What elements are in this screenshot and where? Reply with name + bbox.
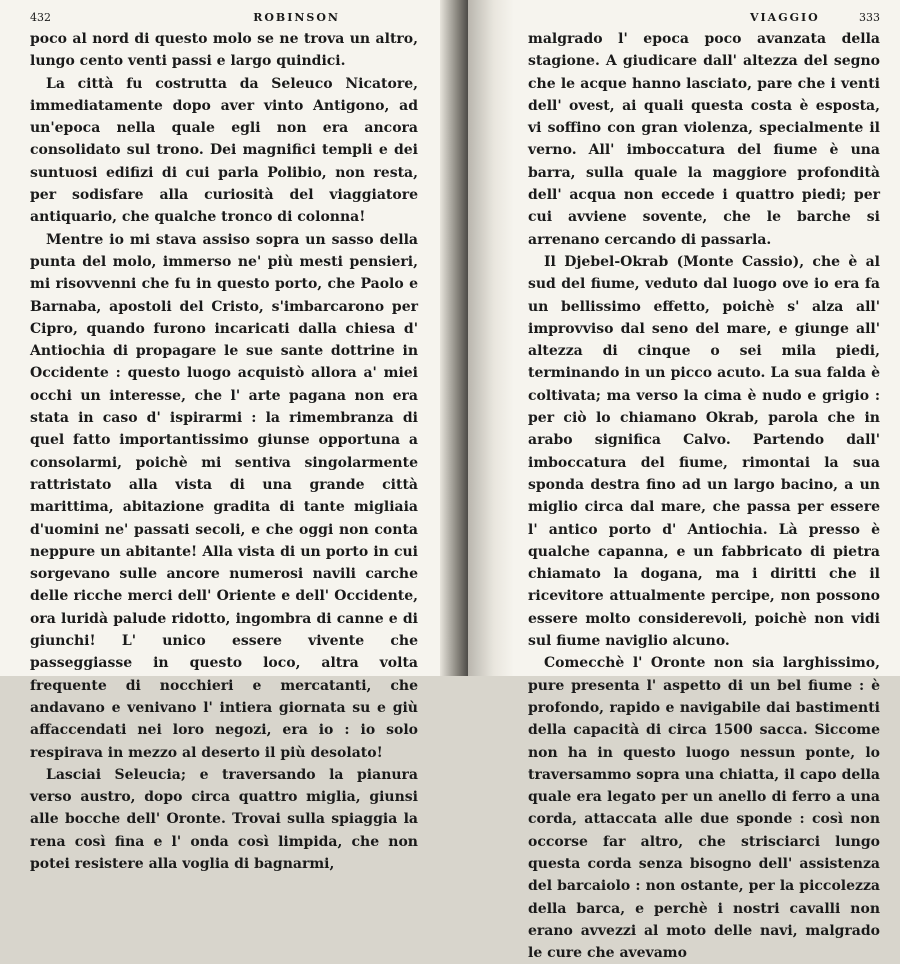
paragraph: malgrado l' epoca poco avanzata della stagione. A giudicare dall' altezza del segno che le acque hanno lasciato, pare che i venti dell' ovest, ai quali questa costa è esposta, vi soffino con gran violenza, specialmente il verno. All' imboccatura del fiume è una barra, sulla quale la maggiore profondità dell' acqua non eccede i quattro piedi; per cui avviene sovente, che le barche si arrenano cercando di passarla. — [528, 31, 880, 248]
right-running-title: VIAGGIO — [750, 10, 820, 24]
right-page-number: 333 — [859, 10, 880, 24]
paragraph: Lasciai Seleucia; e traversando la pianura verso austro, dopo circa quattro miglia, giunsi alle bocche dell' Oronte. Trovai sulla spiaggia la rena così fina e l' onda così limpida, che non potei resistere alla voglia di bagnarmi, — [30, 766, 418, 872]
paragraph: Il Djebel-Okrab (Monte Cassio), che è al sud del fiume, veduto dal luogo ove io era fa un bellissimo effetto, poichè s' alza all' improvviso dal seno del mare, e giunge all' altezza di cinque o sei mila piedi, terminando in un picco acuto. La sua falda è coltivata; ma verso la cima è nudo e grigio : per ciò lo chiamano Okrab, parola che in arabo significa Calvo. Partendo dall' imboccatura del fiume, rimontai la sua sponda destra fino ad un largo bacino, a un miglio circa dal mare, che passa per essere l' antico porto d' Antiochia. Là presso è qualche capanna, e un fabbricato di pietra chiamato la dogana, ma i diritti che il ricevitore attualmente percipe, non possono essere molto considerevoli, poichè non vidi sul fiume naviglio alcuno. — [528, 253, 880, 650]
right-running-header — [528, 8, 880, 26]
paragraph: Comecchè l' Oronte non sia larghissimo, pure presenta l' aspetto di un bel fiume : è profondo, rapido e navigabile dai bastimenti della capacità di circa 1500 sacca. Siccome non ha in questo luogo nessun ponte, lo traversammo sopra una chiatta, il capo della quale era legato per un anello di ferro a una corda, attaccata alle due sponde : così non occorse far altro, che strisciarci lungo questa corda senza bisogno dell' assistenza del barcaiolo : non ostante, per la piccolezza della barca, e perchè i nostri cavalli non erano avvezzi al moto delle navi, malgrado le cure che avevamo — [528, 655, 880, 962]
left-page — [0, 0, 440, 872]
paragraph: La città fu costrutta da Seleuco Nicatore, immediatamente dopo aver vinto Antigono, ad un'epoca nella quale egli non era ancora consolidato sul trono. Dei magnifici templi e dei suntuosi edifizi di cui parla Polibio, non resta, per sodisfare alla curiosità del viaggiatore antiquario, che qualche tronco di colonna! — [30, 75, 418, 226]
paragraph: poco al nord di questo molo se ne trova un altro, lungo cento venti passi e largo quindici. — [30, 31, 418, 70]
left-page-number: 432 — [30, 10, 51, 24]
right-page — [468, 0, 900, 962]
right-page-text — [528, 28, 880, 964]
left-page-text — [30, 28, 418, 875]
book-gutter — [440, 0, 468, 676]
paragraph: Mentre io mi stava assiso sopra un sasso della punta del molo, immerso ne' più mesti pensieri, mi risovvenni che fu in questo porto, che Paolo e Barnaba, apostoli del Cristo, s'imbarcarono per Cipro, quando furono incaricati dalla chiesa d' Antiochia di propagare le sue sante dottrine in Occidente : questo luogo acquistò allora a' miei occhi un interesse, che l' arte pagana non era stata in caso d' ispirarmi : la rimembranza di quel fatto importantissimo giunse opportuna a consolarmi, poichè mi sentiva singolarmente rattristato alla vista di una grande città marittima, abitazione gradita di tante migliaia d'uomini ne' passati secoli, e che oggi non conta neppure un abitante! Alla vista di un porto in cui sorgevano sulle ancore numerosi navili carche delle ricche merci dell' Oriente e dell' Occidente, ora luridà palude ridotto, ingombra di canne e di giunchi! L' unico essere vivente che passeggiasse in questo loco, altra volta frequente di nocchieri e mercatanti, che andavano e venivano l' intiera giornata su e giù affaccendati nei loro negozi, era io : io solo respirava in mezzo al deserto il più desolato! — [30, 231, 418, 761]
left-running-header — [30, 8, 418, 26]
left-running-title: ROBINSON — [253, 10, 340, 24]
